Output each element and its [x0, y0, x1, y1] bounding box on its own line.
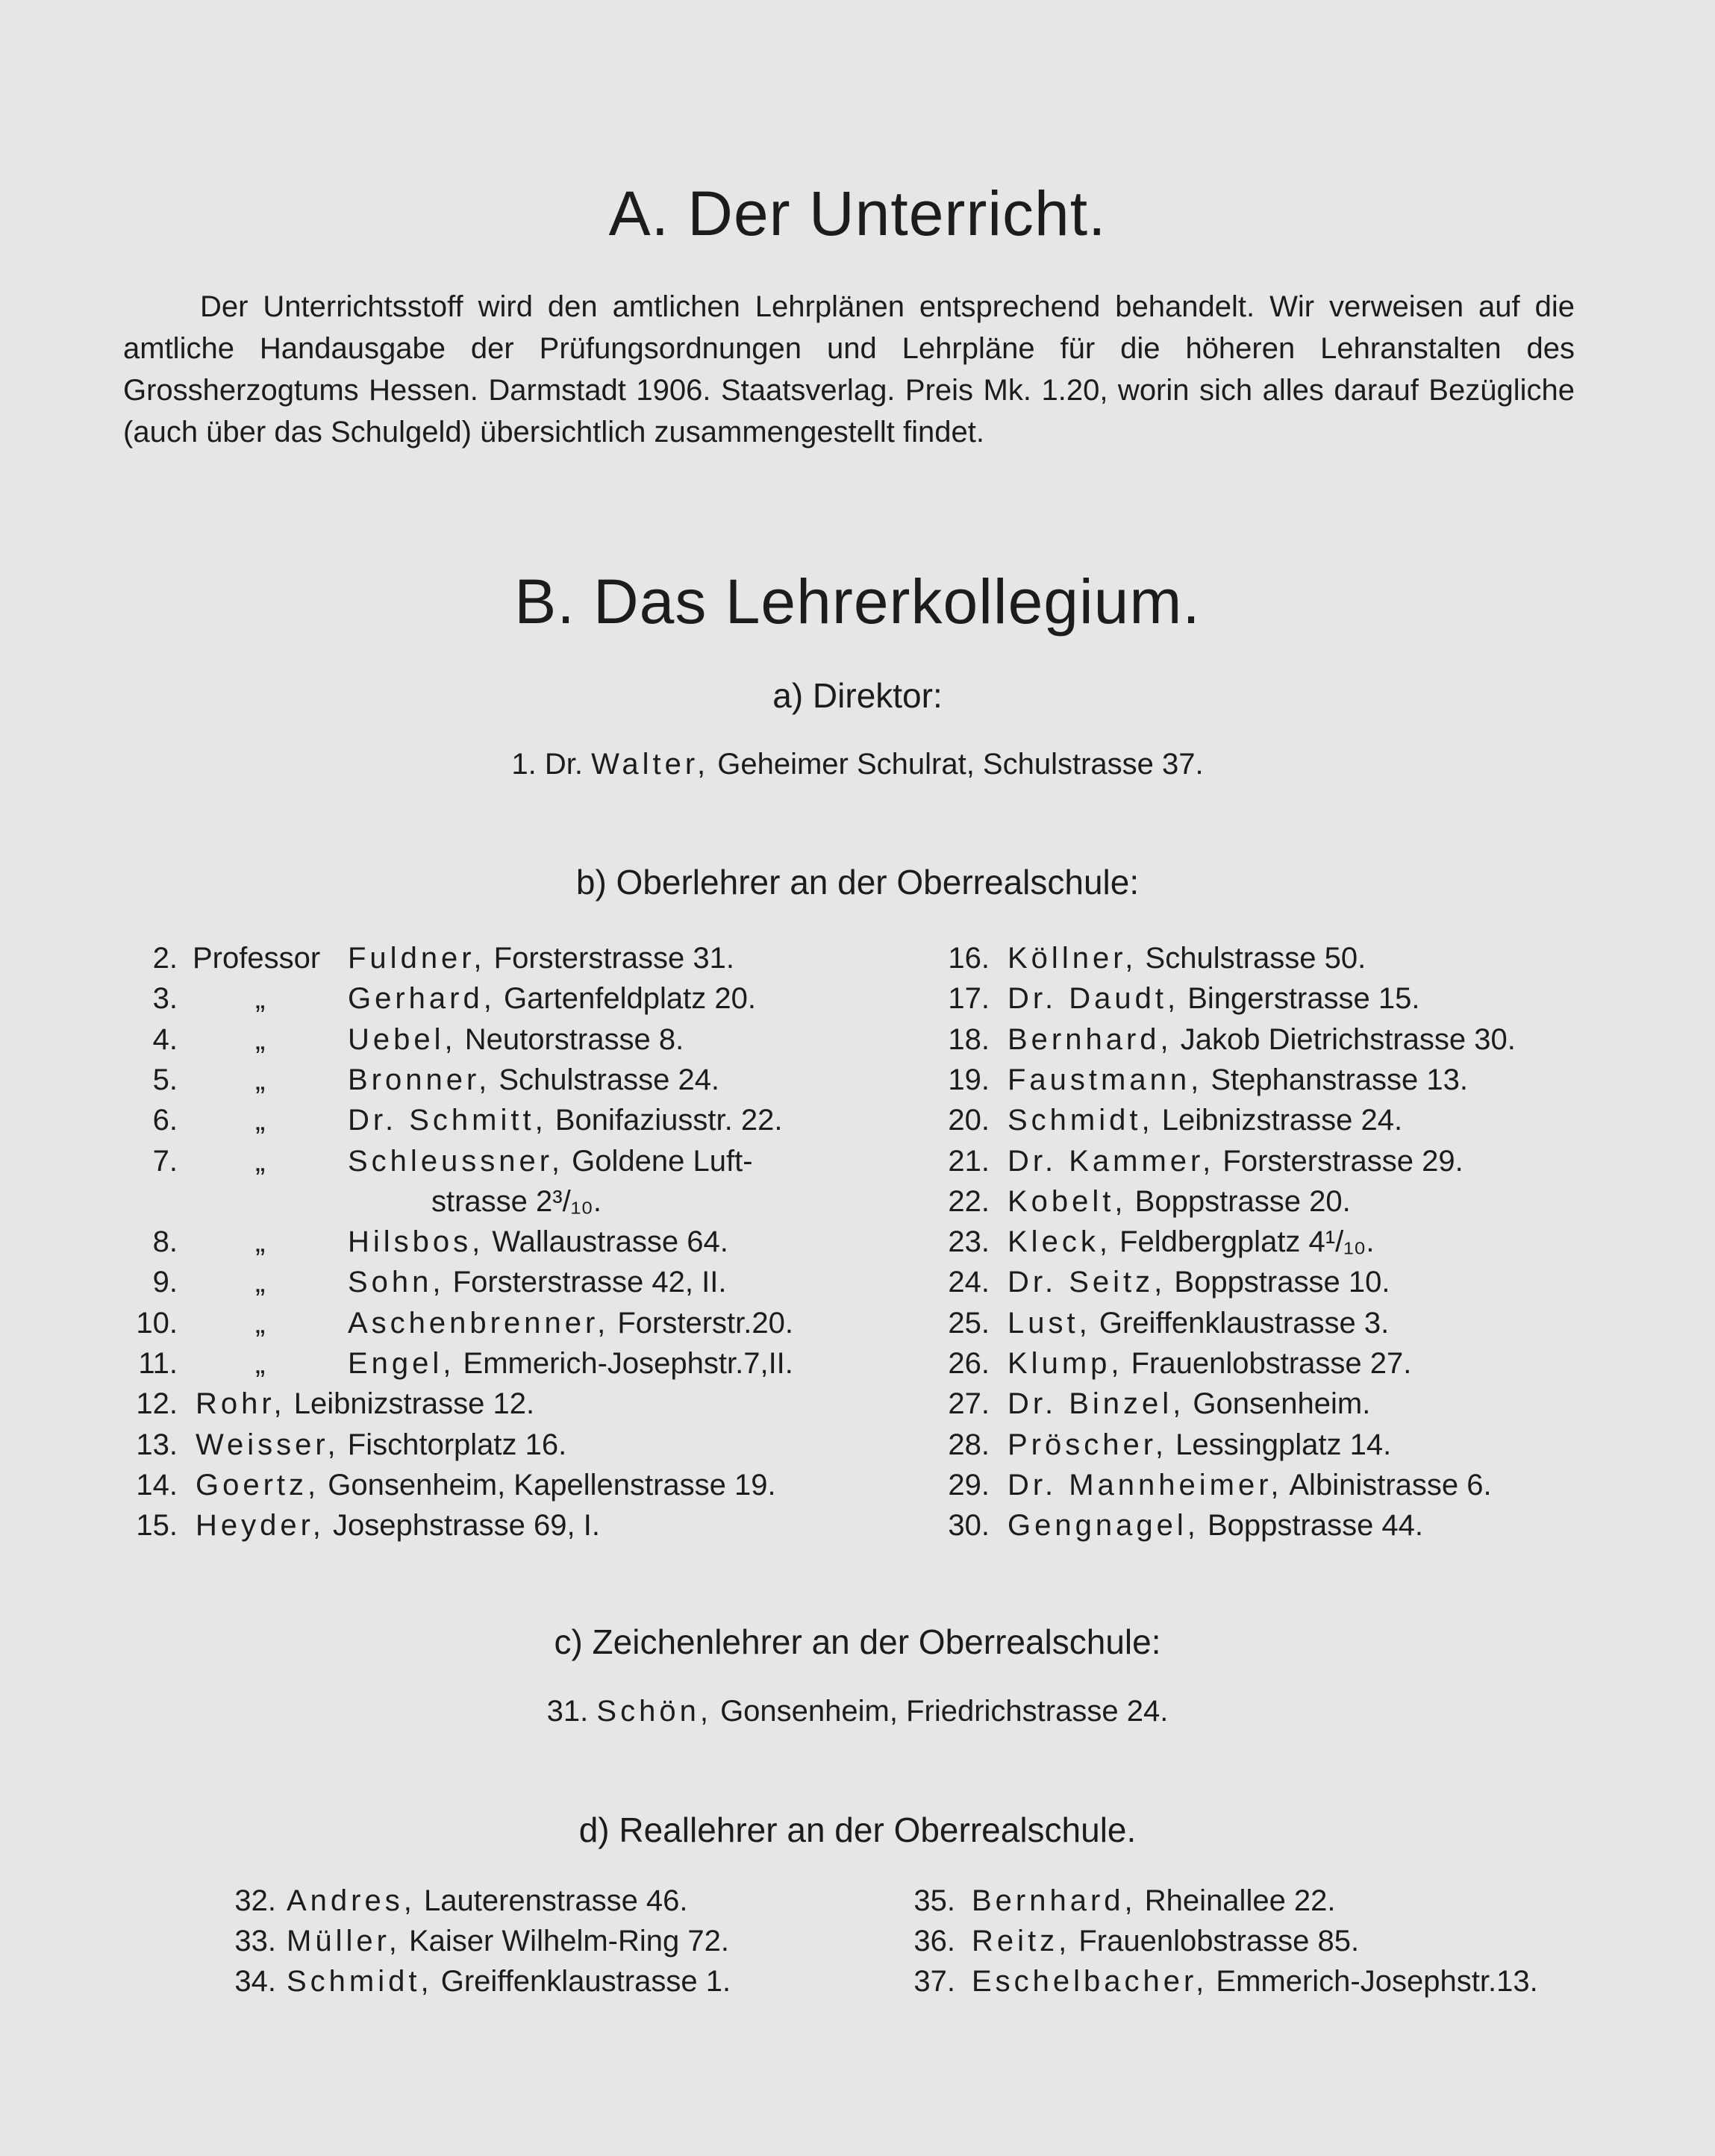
- oberlehrer-heading: b) Oberlehrer an der Oberrealschule:: [575, 863, 1140, 902]
- entry-name: Dr. Daudt,: [1008, 982, 1180, 1016]
- entry-name: Weisser,: [196, 1428, 340, 1461]
- direktor-entry: [0, 748, 1715, 781]
- entry-number: 16.: [948, 942, 990, 975]
- entry-name: Goertz,: [196, 1468, 320, 1502]
- entry-name: Dr. Schmitt,: [348, 1104, 547, 1137]
- entry-address: Fischtorplatz 16.: [347, 1428, 567, 1461]
- entry-name: Gerhard,: [348, 982, 496, 1016]
- entry-text: [431, 1185, 602, 1219]
- entry-number: 8.: [152, 1225, 178, 1259]
- entry-number: 15.: [136, 1509, 178, 1543]
- entry-address: Neutorstrasse 8.: [464, 1022, 684, 1056]
- ditto-mark: „: [255, 1022, 266, 1056]
- section-a-paragraph: Der Unterrichtsstoff wird den amtlichen Lehrplänen entsprechend behandelt. Wir verweisen auf die amtliche Handausgabe der Prüfungsordnungen und Lehrpläne für die höheren Lehranstalten des Grossherzogtums Hessen. Darmstadt 1906. Staatsverlag. Preis Mk. 1.20, worin sich alles darauf Bezügliche (auch über das Schulgeld) übersichtlich zusammengestellt findet.: [123, 290, 1575, 449]
- entry-number: 22.: [948, 1184, 990, 1218]
- entry-name: Dr. Mannheimer,: [1008, 1468, 1283, 1502]
- entry-text: [1008, 1063, 1468, 1097]
- entry-name: Heyder,: [196, 1509, 325, 1543]
- entry-number: 13.: [136, 1428, 178, 1461]
- entry-number: 1. Dr.: [511, 748, 583, 781]
- entry-address: Greiffenklaustrasse 1.: [440, 1965, 731, 1998]
- entry-address: Boppstrasse 10.: [1174, 1266, 1390, 1299]
- entry-address: Greiffenklaustrasse 3.: [1099, 1306, 1390, 1340]
- entry-address: Josephstrasse 69, I.: [332, 1509, 600, 1543]
- entry-name: Hilsbos,: [348, 1225, 484, 1259]
- entry-text: [196, 1509, 600, 1543]
- entry-name: Rohr,: [196, 1387, 286, 1421]
- section-b-title: B. Das Lehrerkollegium.: [514, 566, 1201, 637]
- entry-name: Schmidt,: [287, 1965, 433, 1998]
- entry-text: [348, 1347, 793, 1381]
- entry-address: Forsterstrasse 42, II.: [452, 1266, 727, 1299]
- entry-address: Lessingplatz 14.: [1175, 1428, 1392, 1461]
- entry-name: Schleussner,: [348, 1144, 564, 1178]
- entry-number: 3.: [152, 982, 178, 1016]
- zeichenlehrer-entry: [0, 1695, 1715, 1728]
- entry-address: Frauenlobstrasse 85.: [1078, 1925, 1360, 1957]
- entry-text: [1008, 1145, 1463, 1178]
- entry-number: 29.: [948, 1468, 990, 1502]
- entry-number: 9.: [152, 1266, 178, 1299]
- entry-text: [1008, 1387, 1370, 1421]
- entry-number: 28.: [948, 1428, 990, 1461]
- ditto-mark: „: [255, 982, 266, 1016]
- entry-address: Forsterstrasse 29.: [1222, 1144, 1463, 1178]
- entry-name: Bernhard,: [1008, 1022, 1172, 1056]
- entry-address: Kaiser Wilhelm-Ring 72.: [408, 1925, 729, 1957]
- entry-name: Walter,: [591, 748, 710, 781]
- entry-address: Boppstrasse 20.: [1134, 1184, 1351, 1218]
- entry-number: 21.: [948, 1144, 990, 1178]
- entry-address: Schulstrasse 50.: [1145, 942, 1366, 975]
- entry-number: 23.: [948, 1225, 990, 1259]
- entry-address: Frauenlobstrasse 27.: [1131, 1347, 1412, 1380]
- entry-number: 11.: [138, 1347, 178, 1380]
- entry-name: Bernhard,: [972, 1884, 1137, 1917]
- entry-number: 14.: [136, 1468, 178, 1502]
- entry-address: Bonifaziusstr. 22.: [555, 1104, 783, 1137]
- entry-text: [1008, 1469, 1492, 1502]
- entry-number: 26.: [948, 1347, 990, 1380]
- entry-address: Schulstrasse 24.: [499, 1063, 720, 1096]
- entry-name: Schön,: [596, 1695, 712, 1728]
- entry-address: Boppstrasse 44.: [1207, 1509, 1424, 1543]
- entry-name: Lust,: [1008, 1306, 1091, 1340]
- entry-text: [972, 1965, 1538, 1999]
- entry-text: [1008, 1509, 1423, 1543]
- entry-text: [1008, 942, 1366, 975]
- entry-name: Eschelbacher,: [972, 1965, 1208, 1998]
- entry-number: 12.: [136, 1387, 178, 1421]
- entry-number: 19.: [948, 1063, 990, 1096]
- entry-text: [1008, 1307, 1389, 1340]
- entry-text: [348, 1225, 728, 1259]
- entry-name: Dr. Binzel,: [1008, 1387, 1185, 1421]
- entry-number: 2.: [152, 942, 178, 975]
- entry-text: [972, 1884, 1336, 1918]
- entry-text: [1008, 982, 1419, 1016]
- ditto-mark: „: [255, 1144, 266, 1178]
- entry-text: [287, 1965, 731, 1999]
- entry-number: 20.: [948, 1104, 990, 1137]
- entry-number: 34.: [234, 1965, 276, 1998]
- entry-text: [287, 1884, 688, 1918]
- entry-number: 7.: [152, 1144, 178, 1178]
- entry-text: [348, 1023, 684, 1057]
- entry-name: Pröscher,: [1008, 1428, 1167, 1461]
- entry-address: Gonsenheim.: [1193, 1387, 1371, 1421]
- direktor-heading: a) Direktor:: [772, 676, 943, 715]
- entry-address: strasse 2³/₁₀.: [431, 1184, 602, 1218]
- entry-text: [196, 1387, 534, 1421]
- entry-name: Fuldner,: [348, 942, 486, 975]
- entry-address: Goldene Luft-: [572, 1144, 753, 1178]
- entry-name: Dr. Seitz,: [1008, 1266, 1166, 1299]
- entry-text: [1008, 1023, 1516, 1057]
- entry-name: Sohn,: [348, 1266, 445, 1299]
- entry-address: Forsterstr.20.: [617, 1306, 793, 1340]
- entry-number: 36.: [913, 1925, 955, 1957]
- ditto-mark: „: [255, 1266, 266, 1299]
- entry-name: Andres,: [287, 1884, 416, 1917]
- entry-title: Professor: [193, 942, 321, 975]
- ditto-mark: „: [255, 1306, 266, 1340]
- entry-address: Lauterenstrasse 46.: [423, 1884, 688, 1917]
- entry-number: 25.: [948, 1306, 990, 1340]
- entry-address: Albinistrasse 6.: [1289, 1468, 1492, 1502]
- entry-number: 24.: [948, 1266, 990, 1299]
- entry-number: 5.: [152, 1063, 178, 1096]
- reallehrer-heading: d) Reallehrer an der Oberrealschule.: [578, 1810, 1137, 1849]
- entry-text: [1008, 1347, 1411, 1381]
- ditto-mark: „: [255, 1225, 266, 1259]
- entry-name: Kobelt,: [1008, 1184, 1127, 1218]
- entry-name: Engel,: [348, 1347, 455, 1380]
- ditto-mark: „: [255, 1063, 266, 1096]
- entry-number: 32.: [234, 1884, 276, 1917]
- entry-address: Leibnizstrasse 12.: [293, 1387, 535, 1421]
- entry-address: Geheimer Schulrat, Schulstrasse 37.: [717, 748, 1204, 781]
- entry-address: Emmerich-Josephstr.7,II.: [463, 1347, 793, 1380]
- entry-name: Aschenbrenner,: [348, 1306, 610, 1340]
- entry-text: [1008, 1266, 1390, 1299]
- entry-text: [348, 1063, 719, 1097]
- ditto-mark: „: [255, 1347, 266, 1380]
- entry-text: [1008, 1104, 1402, 1137]
- section-a-title: A. Der Unterricht.: [608, 178, 1107, 249]
- entry-number: 10.: [136, 1306, 178, 1340]
- entry-number: 35.: [913, 1884, 955, 1917]
- entry-name: Kleck,: [1008, 1225, 1111, 1259]
- entry-text: [972, 1925, 1359, 1958]
- entry-address: Gonsenheim, Friedrichstrasse 24.: [720, 1695, 1169, 1728]
- entry-address: Bingerstrasse 15.: [1187, 982, 1420, 1016]
- entry-address: Stephanstrasse 13.: [1211, 1063, 1469, 1096]
- entry-text: [196, 1428, 566, 1462]
- entry-text: [1008, 1428, 1391, 1462]
- entry-address: Gonsenheim, Kapellenstrasse 19.: [328, 1468, 776, 1502]
- entry-address: Emmerich-Josephstr.13.: [1216, 1965, 1538, 1998]
- entry-text: [196, 1469, 776, 1502]
- entry-name: Faustmann,: [1008, 1063, 1203, 1096]
- entry-name: Klump,: [1008, 1347, 1123, 1380]
- zeichenlehrer-heading: c) Zeichenlehrer an der Oberrealschule:: [554, 1622, 1161, 1661]
- entry-name: Reitz,: [972, 1925, 1071, 1957]
- entry-address: Feldbergplatz 4¹/₁₀.: [1119, 1225, 1375, 1259]
- entry-name: Dr. Kammer,: [1008, 1144, 1215, 1178]
- entry-number: 30.: [948, 1509, 990, 1543]
- entry-name: Gengnagel,: [1008, 1509, 1199, 1543]
- entry-address: Forsterstrasse 31.: [493, 942, 734, 975]
- entry-text: [348, 1266, 726, 1299]
- entry-text: [348, 942, 734, 975]
- entry-text: [287, 1925, 729, 1958]
- entry-number: 4.: [152, 1022, 178, 1056]
- entry-text: [348, 1145, 753, 1178]
- entry-text: [348, 1307, 793, 1340]
- entry-name: Uebel,: [348, 1022, 457, 1056]
- entry-text: [348, 1104, 782, 1137]
- entry-name: Schmidt,: [1008, 1104, 1154, 1137]
- entry-name: Köllner,: [1008, 942, 1137, 975]
- entry-address: Gartenfeldplatz 20.: [503, 982, 756, 1016]
- entry-number: 6.: [152, 1104, 178, 1137]
- entry-name: Bronner,: [348, 1063, 491, 1096]
- entry-text: [348, 982, 756, 1016]
- entry-address: Jakob Dietrichstrasse 30.: [1180, 1022, 1516, 1056]
- entry-text: [1008, 1225, 1374, 1259]
- entry-number: 37.: [913, 1965, 955, 1998]
- entry-number: 18.: [948, 1022, 990, 1056]
- ditto-mark: „: [255, 1104, 266, 1137]
- entry-address: Wallaustrasse 64.: [492, 1225, 728, 1259]
- entry-name: Müller,: [287, 1925, 401, 1957]
- entry-number: 17.: [948, 982, 990, 1016]
- entry-number: 31.: [546, 1695, 589, 1728]
- entry-address: Leibnizstrasse 24.: [1161, 1104, 1403, 1137]
- entry-number: 27.: [948, 1387, 990, 1421]
- entry-number: 33.: [234, 1925, 276, 1957]
- entry-text: [1008, 1185, 1351, 1219]
- entry-address: Rheinallee 22.: [1144, 1884, 1336, 1917]
